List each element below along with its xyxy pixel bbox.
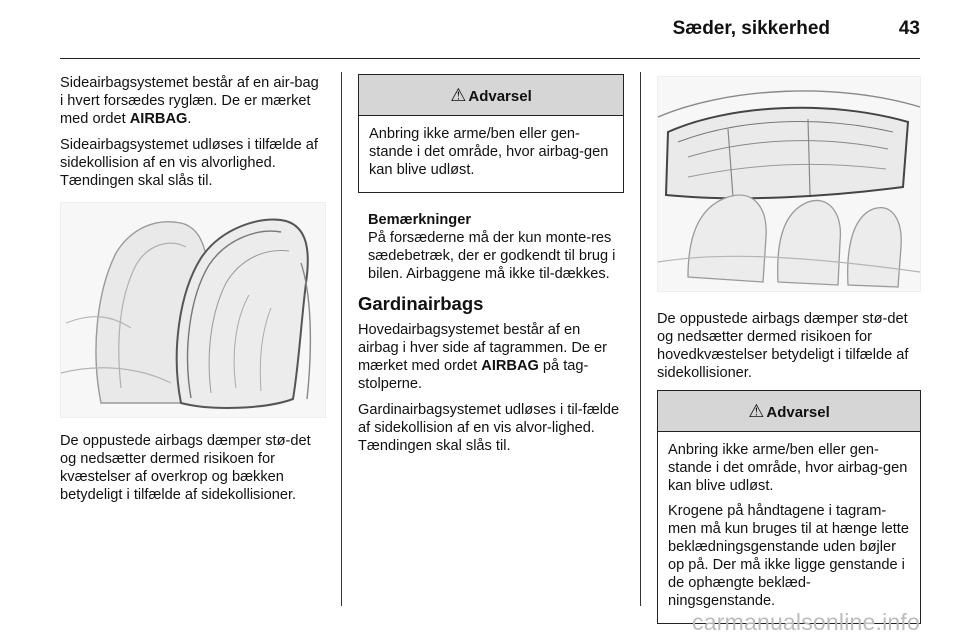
warning-text-1: Anbring ikke arme/ben eller gen-stande i det område, hvor airbag-gen kan blive udløst. xyxy=(668,442,908,494)
airbag-label: AIRBAG xyxy=(481,358,539,374)
warning-header: ⚠ Advarsel xyxy=(658,391,920,432)
column-2 xyxy=(358,74,624,463)
warning-body xyxy=(658,432,920,623)
curtain-airbag-caption: De oppustede airbags dæmper stø-det og nedsætter dermed risikoen for hovedkvæstelser betydeligt i tilfælde af sidekollisioner. xyxy=(657,311,909,381)
column-divider-2 xyxy=(640,72,641,606)
column-3 xyxy=(657,74,921,638)
page-title: Sæder, sikkerhed xyxy=(672,18,830,39)
side-airbag-intro: Sideairbagsystemet består af en air-bag i hvert forsædes ryglæn. De er mærket med ordet AIRBAG. xyxy=(60,75,319,127)
warning-body xyxy=(359,116,623,192)
note-block xyxy=(368,211,624,283)
column-1 xyxy=(60,74,324,512)
side-airbag-deploy-text: Sideairbagsystemet udløses i tilfælde af sidekollision af en vis alvorlighed. Tændingen skal slås til. xyxy=(60,137,318,189)
seat-airbag-illustration xyxy=(60,202,326,418)
note-text: På forsæderne må der kun monte-res sædebetræk, der er godkendt til brug i bilen. Airbaggene må ikke til-dækkes. xyxy=(368,230,616,282)
seat-airbag-caption: De oppustede airbags dæmper stø-det og nedsætter dermed risikoen for kvæstelser af overkrop og bækken betydeligt i tilfælde af sidekollisioner. xyxy=(60,433,311,503)
warning-text: Anbring ikke arme/ben eller gen-stande i det område, hvor airbag-gen kan blive udløst. xyxy=(369,126,609,178)
warning-box-1 xyxy=(358,74,624,193)
note-title: Bemærkninger xyxy=(368,212,471,228)
warning-header: ⚠ Advarsel xyxy=(359,75,623,116)
warning-text-2: Krogene på håndtagene i tagram-men må kun bruges til at hænge lette beklædningsgenstande uden bøjler op på. Der må ikke ligge genstande i de ophængte beklæd-ningsgenstande. xyxy=(668,503,909,609)
header-rule xyxy=(60,58,920,59)
watermark: carmanualsonline.info xyxy=(692,609,920,635)
warning-box-2 xyxy=(657,390,921,624)
warning-triangle-icon: ⚠ xyxy=(748,401,765,421)
curtain-airbag-intro: Hovedairbagsystemet består af en airbag i hver side af tagrammen. De er mærket med ordet AIRBAG på tag-stolperne. xyxy=(358,322,608,392)
airbag-label: AIRBAG xyxy=(129,111,188,127)
column-divider-1 xyxy=(341,72,342,606)
section-heading-curtain: Gardinairbags xyxy=(358,293,484,314)
warning-triangle-icon: ⚠ xyxy=(450,85,467,105)
page-number: 43 xyxy=(898,18,920,39)
curtain-airbag-illustration xyxy=(657,76,921,292)
curtain-airbag-deploy-text: Gardinairbagsystemet udløses i til-fælde af sidekollision af en vis alvor-lighed. Tændingen skal slås til. xyxy=(358,402,620,454)
